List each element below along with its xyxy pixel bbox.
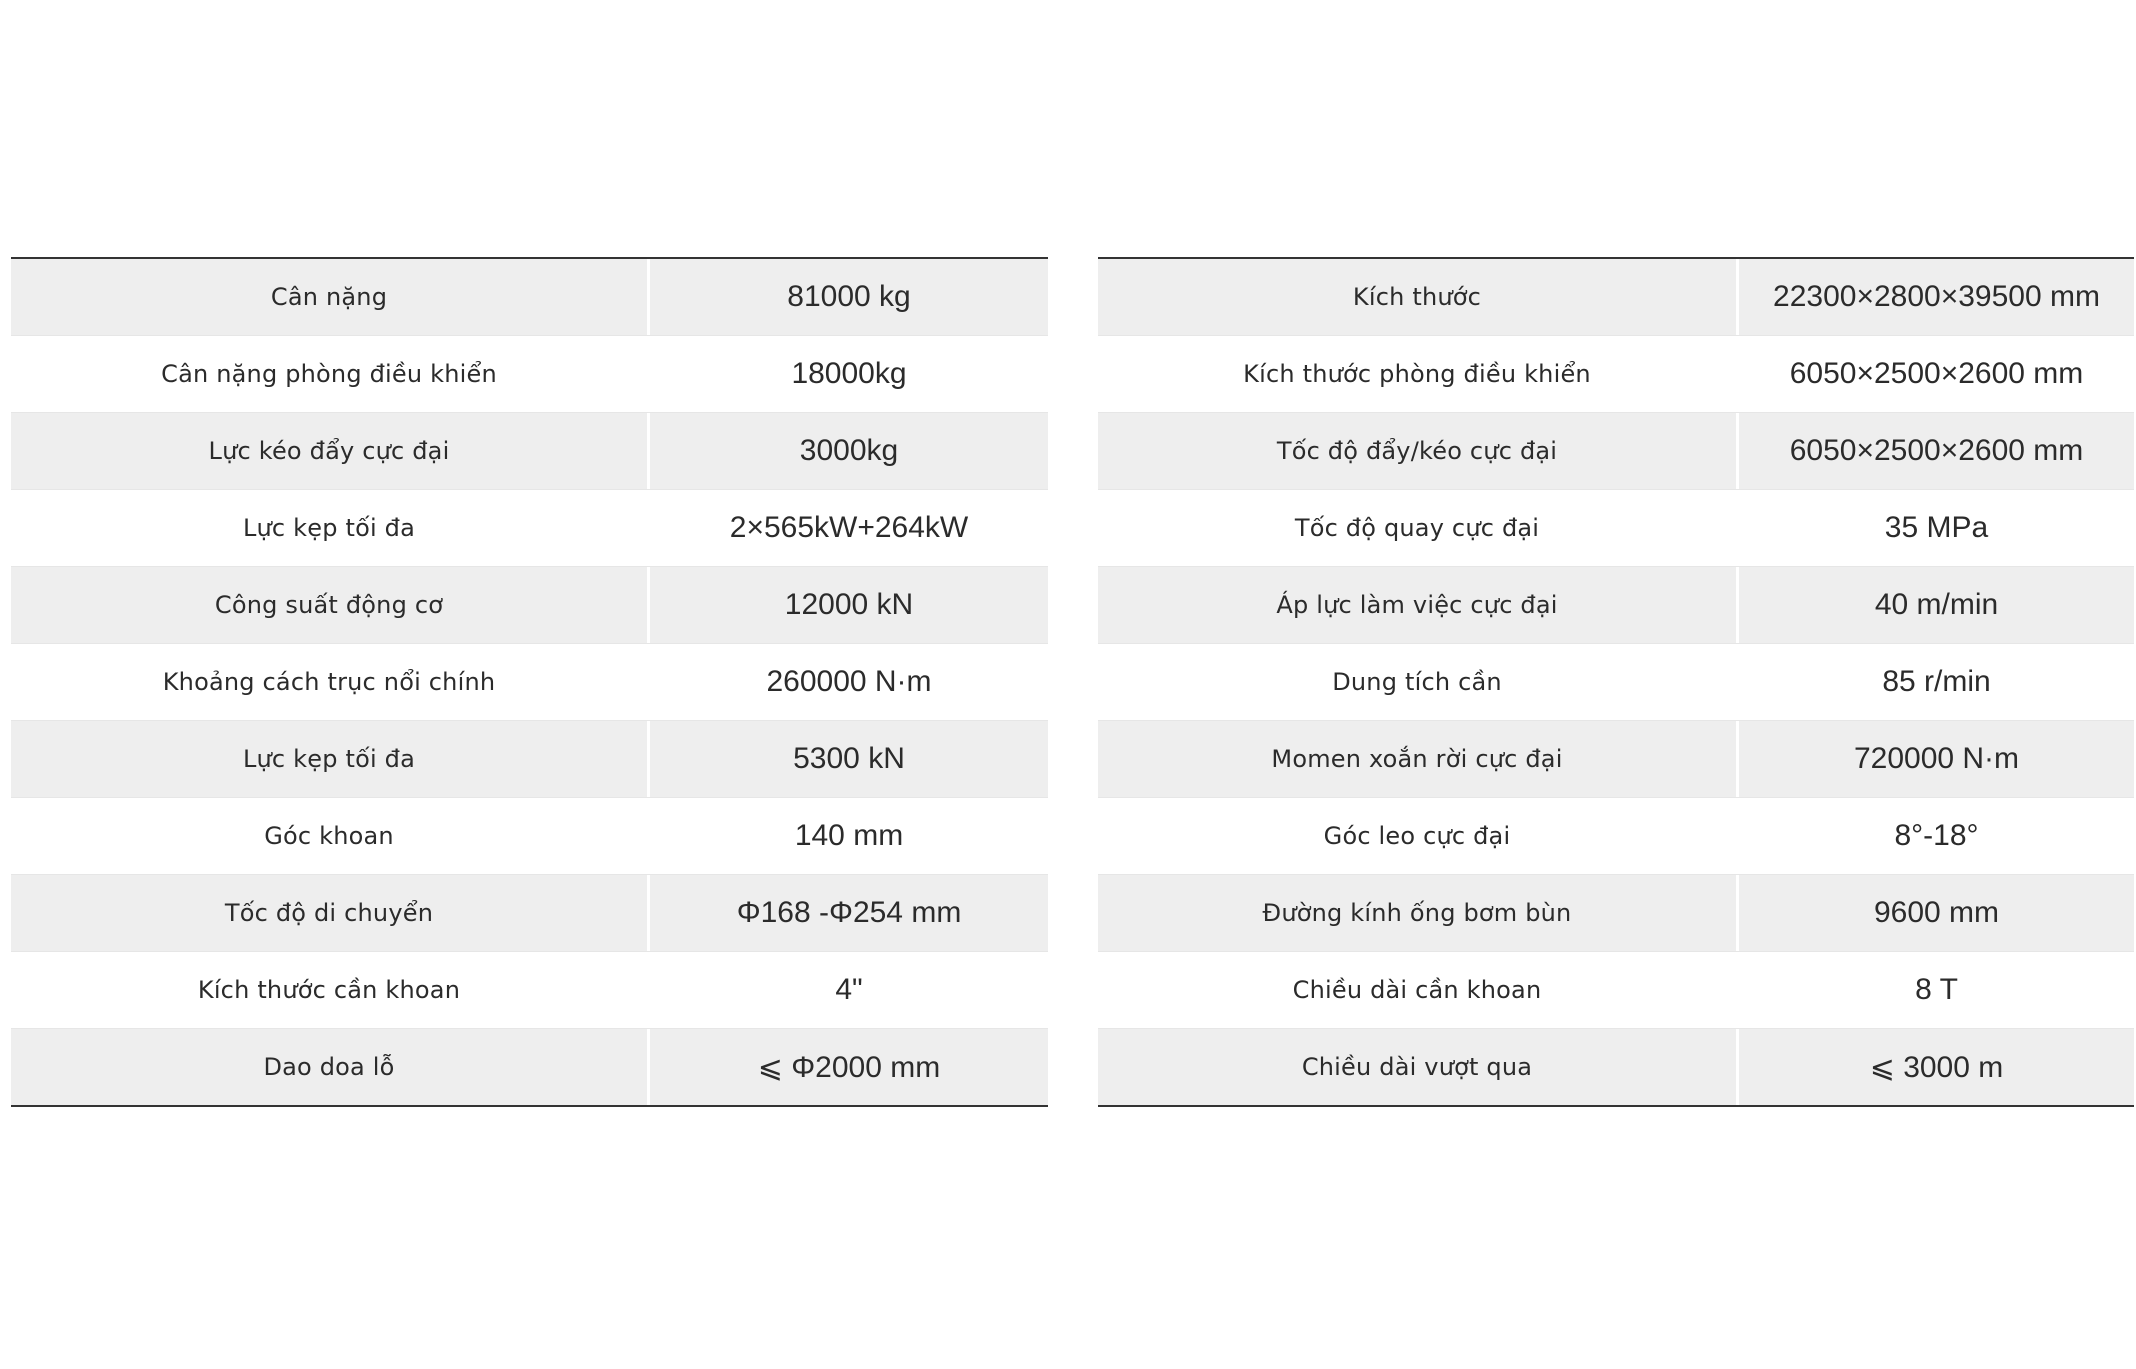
table-row	[1098, 720, 2134, 797]
table-row	[11, 335, 1048, 412]
spec-label: Kích thước	[1352, 283, 1482, 311]
spec-value: 2×565kW+264kW	[647, 490, 1048, 566]
table-row	[1098, 874, 2134, 951]
table-row	[1098, 412, 2134, 489]
table-row	[1098, 797, 2134, 874]
table-row	[1098, 1028, 2134, 1105]
spec-value: 22300×2800×39500 mm	[1736, 259, 2134, 335]
table-row	[11, 643, 1048, 720]
spec-value: 6050×2500×2600 mm	[1736, 336, 2134, 412]
spec-label: Khoảng cách trục nổi chính	[162, 668, 496, 696]
spec-value: 8 T	[1736, 952, 2134, 1028]
spec-value: 12000 kN	[647, 567, 1048, 643]
spec-label: Lực kẹp tối đa	[242, 514, 416, 542]
spec-table-left	[11, 257, 1048, 1107]
spec-value: 3000kg	[647, 413, 1048, 489]
spec-label: Góc khoan	[264, 822, 394, 850]
spec-label: Kích thước phòng điều khiển	[1243, 360, 1591, 388]
table-row	[11, 1028, 1048, 1105]
spec-value: 140 mm	[647, 798, 1048, 874]
spec-value: 9600 mm	[1736, 875, 2134, 951]
spec-value: 85 r/min	[1736, 644, 2134, 720]
table-row	[1098, 951, 2134, 1028]
table-row	[11, 797, 1048, 874]
table-row	[1098, 643, 2134, 720]
table-row	[1098, 566, 2134, 643]
spec-value: 40 m/min	[1736, 567, 2134, 643]
spec-label: Góc leo cực đại	[1323, 822, 1511, 850]
table-row	[11, 259, 1048, 335]
table-row	[11, 566, 1048, 643]
spec-label: Cân nặng phòng điều khiển	[161, 360, 497, 388]
spec-value: 5300 kN	[647, 721, 1048, 797]
spec-label: Dao doa lỗ	[263, 1053, 395, 1081]
table-row	[11, 412, 1048, 489]
table-row	[11, 874, 1048, 951]
spec-value: 35 MPa	[1736, 490, 2134, 566]
table-row	[1098, 259, 2134, 335]
table-row	[1098, 489, 2134, 566]
spec-label: Lực kéo đẩy cực đại	[208, 437, 450, 465]
spec-label: Công suất động cơ	[214, 591, 444, 619]
spec-value: 18000kg	[647, 336, 1048, 412]
spec-label: Cân nặng	[270, 283, 388, 311]
spec-value: ⩽ 3000 m	[1736, 1029, 2134, 1105]
spec-value: 4"	[647, 952, 1048, 1028]
spec-value: 6050×2500×2600 mm	[1736, 413, 2134, 489]
spec-label: Tốc độ quay cực đại	[1294, 514, 1540, 542]
spec-label: Tốc độ đẩy/kéo cực đại	[1276, 437, 1558, 465]
spec-label: Momen xoắn rời cực đại	[1271, 745, 1563, 773]
spec-label: Chiều dài vượt qua	[1301, 1053, 1533, 1081]
spec-value: 260000 N·m	[647, 644, 1048, 720]
spec-label: Tốc độ di chuyển	[224, 899, 434, 927]
spec-label: Lực kẹp tối đa	[242, 745, 416, 773]
spec-value: Φ168 -Φ254 mm	[647, 875, 1048, 951]
spec-table-right	[1098, 257, 2134, 1107]
spec-value: 8°-18°	[1736, 798, 2134, 874]
spec-label: Dung tích cần	[1332, 668, 1502, 696]
table-row	[11, 489, 1048, 566]
spec-value: ⩽ Φ2000 mm	[647, 1029, 1048, 1105]
spec-value: 81000 kg	[647, 259, 1048, 335]
table-row	[11, 720, 1048, 797]
table-row	[1098, 335, 2134, 412]
table-row	[11, 951, 1048, 1028]
spec-label: Kích thước cần khoan	[197, 976, 461, 1004]
spec-label: Áp lực làm việc cực đại	[1276, 591, 1558, 619]
spec-label: Chiều dài cần khoan	[1292, 976, 1542, 1004]
spec-label: Đường kính ống bơm bùn	[1262, 899, 1572, 927]
spec-value: 720000 N·m	[1736, 721, 2134, 797]
